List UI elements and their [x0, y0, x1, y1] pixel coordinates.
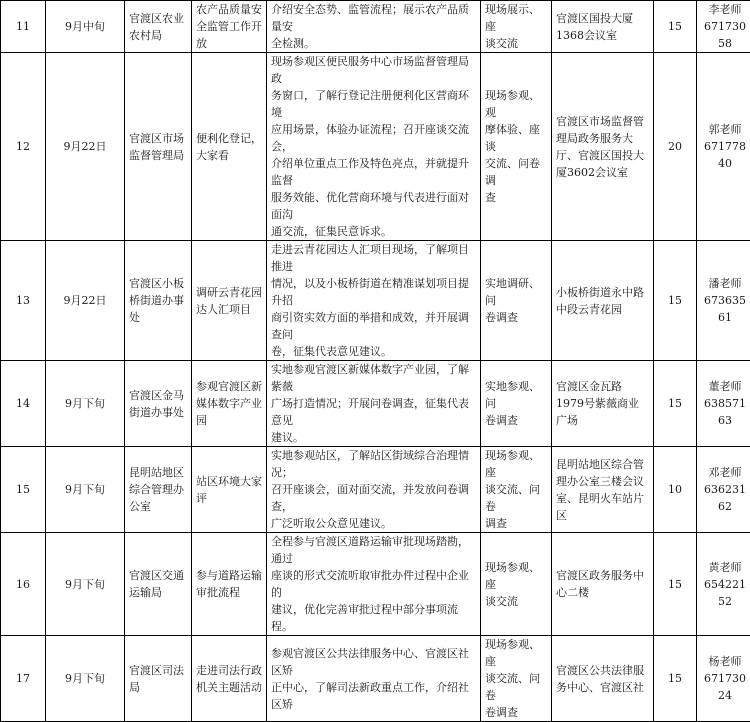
activity-content: 实地参观站区，了解站区街域综合治理情况； 召开座谈会，面对面交流，并发放问卷调查， 广泛听取公众意见建议。 [267, 447, 481, 533]
row-number: 17 [1, 636, 46, 722]
participant-count: 10 [654, 447, 697, 533]
table-body [1, 1, 750, 722]
activity-form: 现场展示、座 谈交流 [481, 1, 552, 53]
participant-count: 15 [654, 241, 697, 361]
activity-place: 官渡区公共法律服 务中心、官渡区社 [552, 636, 654, 722]
host-unit: 官渡区金马 街道办事处 [125, 361, 192, 447]
row-number: 15 [1, 447, 46, 533]
participant-count: 15 [654, 533, 697, 636]
activity-place: 小板桥街道永中路 中段云青花园 [552, 241, 654, 361]
row-number: 16 [1, 533, 46, 636]
activity-place: 官渡区金瓦路 1979号紫薇商业 广场 [552, 361, 654, 447]
activity-place: 官渡区国投大厦 1368会议室 [552, 1, 654, 53]
activity-form: 现场参观、座 谈交流 [481, 533, 552, 636]
participant-count: 15 [654, 636, 697, 722]
activity-date: 9月22日 [46, 241, 125, 361]
host-unit: 官渡区市场 监督管理局 [125, 53, 192, 241]
table-row [1, 1, 750, 53]
contact-person: 郭老师 67177840 [697, 53, 750, 241]
row-number: 12 [1, 53, 46, 241]
activity-form: 实地调研、问 卷调查 [481, 241, 552, 361]
activity-form: 实地参观、问 卷调查 [481, 361, 552, 447]
row-number: 13 [1, 241, 46, 361]
table-row [1, 636, 750, 722]
activity-title: 参观官渡区新 媒体数字产业 园 [192, 361, 267, 447]
activity-title: 参与道路运输 审批流程 [192, 533, 267, 636]
activity-content: 参观官渡区公共法律服务中心、官渡区社区矫 正中心，了解司法新政重点工作，介绍社区矫 [267, 636, 481, 722]
activity-date: 9月中旬 [46, 1, 125, 53]
participant-count: 15 [654, 361, 697, 447]
activity-title: 便利化登记， 大家看 [192, 53, 267, 241]
activity-place: 昆明站地区综合管 理办公室三楼会议 室、昆明火车站片 区 [552, 447, 654, 533]
activity-form: 现场参观、座 谈交流、问卷 调查 [481, 447, 552, 533]
host-unit: 官渡区司法 局 [125, 636, 192, 722]
activity-content: 介绍安全态势、监管流程；展示农产品质量安 全检测。 [267, 1, 481, 53]
activity-content: 现场参观区便民服务中心市场监督管理局政 务窗口，了解行登记注册便利化区营商环境 应用场景，体验办证流程；召开座谈交流会， 介绍单位重点工作及特色亮点，并就提升监督 服务效能、优化营商环境与代表进行面对面沟 通交流，征集民意诉求。 [267, 53, 481, 241]
participant-count: 15 [654, 1, 697, 53]
activity-content: 全程参与官渡区道路运输审批现场踏勘，通过 座谈的形式交流听取审批办件过程中企业的 建议，优化完善审批过程中部分事项流程。 [267, 533, 481, 636]
activity-title: 农产品质量安 全监管工作开 放 [192, 1, 267, 53]
activity-date: 9月下旬 [46, 447, 125, 533]
contact-person: 邓老师 63623162 [697, 447, 750, 533]
activity-date: 9月下旬 [46, 533, 125, 636]
table-row [1, 241, 750, 361]
contact-person: 董老师 63857163 [697, 361, 750, 447]
contact-person: 李老师 67173058 [697, 1, 750, 53]
activity-form: 现场参观、观 摩体验、座谈 交流、问卷调 查 [481, 53, 552, 241]
host-unit: 官渡区交通 运输局 [125, 533, 192, 636]
contact-person: 潘老师 67363561 [697, 241, 750, 361]
activity-title: 调研云青花园 达人汇项目 [192, 241, 267, 361]
table-row [1, 447, 750, 533]
host-unit: 官渡区小板 桥街道办事 处 [125, 241, 192, 361]
table-row [1, 361, 750, 447]
table-row [1, 53, 750, 241]
activity-content: 实地参观官渡区新媒体数字产业园，了解紫薇 广场打造情况；开展问卷调查，征集代表意见 建议。 [267, 361, 481, 447]
activity-place: 官渡区市场监督管 理局政务服务大 厅、官渡区国投大 厦3602会议室 [552, 53, 654, 241]
table-row [1, 533, 750, 636]
activity-date: 9月下旬 [46, 636, 125, 722]
contact-person: 杨老师 67173024 [697, 636, 750, 722]
activity-content: 走进云青花园达人汇项目现场，了解项目推进 情况，以及小板桥街道在精准谋划项目提升招 商引资实效方面的举措和成效，并开展调查问 卷，征集代表意见建议。 [267, 241, 481, 361]
host-unit: 昆明站地区 综合管理办 公室 [125, 447, 192, 533]
activity-title: 走进司法行政 机关主题活动 [192, 636, 267, 722]
contact-person: 黄老师 65422152 [697, 533, 750, 636]
row-number: 14 [1, 361, 46, 447]
activity-title: 站区环境大家 评 [192, 447, 267, 533]
activity-form: 现场参观、座 谈交流、问卷 卷调查 [481, 636, 552, 722]
host-unit: 官渡区农业 农村局 [125, 1, 192, 53]
activity-place: 官渡区政务服务中 心二楼 [552, 533, 654, 636]
row-number: 11 [1, 1, 46, 53]
activity-date: 9月下旬 [46, 361, 125, 447]
participant-count: 20 [654, 53, 697, 241]
activity-date: 9月22日 [46, 53, 125, 241]
